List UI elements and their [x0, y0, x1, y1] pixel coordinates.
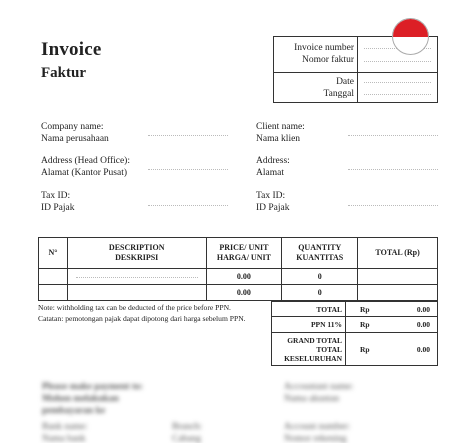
header-description	[67, 238, 206, 269]
date-label-id: Tanggal	[323, 89, 354, 99]
company-tax-label-id: ID Pajak	[41, 203, 75, 213]
client-address-label-en: Address:	[256, 156, 290, 166]
row-price-cell[interactable]: 0.00	[206, 269, 282, 285]
grand-total-label-3: KESELURUHAN	[284, 353, 342, 363]
date-field[interactable]	[357, 73, 437, 103]
client-tax-label-en: Tax ID:	[256, 191, 286, 201]
client-address-label	[256, 155, 290, 179]
table-row	[39, 285, 438, 301]
company-name-field[interactable]	[148, 135, 228, 136]
tax-note-id: Catatan: pemotongan pajak dapat dipotong dari harga sebelum PPN.	[38, 313, 246, 323]
items-header-row	[39, 238, 438, 269]
ppn-value-cell	[346, 317, 438, 333]
account-number-label-id: Nomor rekening	[284, 434, 347, 443]
ppn-label: PPN 11%	[272, 317, 346, 333]
branch-label-en: Branch:	[172, 422, 203, 432]
invoice-number-label-en: Invoice number	[294, 43, 354, 53]
row-total-cell[interactable]	[358, 285, 438, 301]
row-total-cell[interactable]	[358, 269, 438, 285]
grand-total-label-2: TOTAL	[316, 344, 342, 354]
header-quantity-en: QUANTITY	[298, 243, 342, 252]
company-address-label-en: Address (Head Office):	[41, 156, 130, 166]
tax-note-en: Note: withholding tax can be deducted of the price before PPN.	[38, 303, 231, 312]
row-price-cell[interactable]: 0.00	[206, 285, 282, 301]
payment-heading-id-1: Mohon melakukan	[42, 394, 119, 404]
branch-label	[172, 421, 202, 443]
date-label	[274, 73, 356, 103]
grand-total-amount: 0.00	[416, 345, 430, 354]
grand-total-label	[272, 333, 346, 366]
ppn-currency: Rp	[360, 320, 370, 329]
accountant-name-label	[284, 381, 353, 405]
header-description-en: DESCRIPTION	[108, 243, 165, 252]
invoice-number-label-id: Nomor faktur	[302, 55, 354, 65]
row-quantity-cell[interactable]: 0	[282, 269, 358, 285]
client-tax-label	[256, 190, 290, 214]
ppn-amount: 0.00	[416, 320, 430, 329]
table-row	[39, 269, 438, 285]
account-number-label-en: Account number:	[284, 422, 351, 432]
row-number-cell[interactable]	[39, 285, 68, 301]
company-name-label-id: Nama perusahaan	[41, 134, 109, 144]
bank-name-label	[42, 421, 88, 443]
accountant-name-label-id: Nama akuntan	[284, 394, 340, 404]
accountant-name-label-en: Accountant name:	[284, 382, 354, 392]
header-price-en: PRICE/ UNIT	[219, 243, 269, 252]
company-tax-label	[41, 190, 75, 214]
branch-label-id: Cabang	[172, 434, 202, 443]
total-row	[272, 302, 438, 317]
company-tax-field[interactable]	[148, 205, 228, 206]
payment-heading	[42, 381, 143, 417]
total-label: TOTAL	[272, 302, 346, 317]
invoice-number-label	[274, 37, 356, 72]
date-row	[274, 73, 437, 103]
row-number-cell[interactable]	[39, 269, 68, 285]
tax-note	[38, 303, 266, 324]
company-address-label-id: Alamat (Kantor Pusat)	[41, 168, 128, 178]
header-price-id: HARGA/ UNIT	[216, 253, 271, 262]
totals-table	[271, 301, 438, 366]
bank-name-label-en: Bank name:	[42, 422, 88, 432]
bank-name-label-id: Nama bank	[42, 434, 86, 443]
client-tax-label-id: ID Pajak	[256, 203, 290, 213]
grand-total-currency: Rp	[360, 345, 370, 354]
total-value-cell	[346, 302, 438, 317]
header-quantity	[282, 238, 358, 269]
client-address-label-id: Alamat	[256, 168, 284, 178]
client-name-field[interactable]	[348, 135, 438, 136]
client-name-label	[256, 121, 305, 145]
grand-total-row	[272, 333, 438, 366]
total-amount: 0.00	[416, 305, 430, 314]
header-price	[206, 238, 282, 269]
company-address-field[interactable]	[148, 169, 228, 170]
account-number-label	[284, 421, 350, 443]
row-quantity-cell[interactable]: 0	[282, 285, 358, 301]
total-currency: Rp	[360, 305, 370, 314]
grand-total-label-1: GRAND TOTAL	[287, 335, 342, 345]
invoice-subtitle: Faktur	[41, 65, 86, 81]
company-name-label-en: Company name:	[41, 122, 104, 132]
client-name-label-id: Nama klien	[256, 134, 301, 144]
payment-heading-id-2: pembayaran ke	[42, 406, 106, 416]
grand-total-value-cell	[346, 333, 438, 366]
ppn-row	[272, 317, 438, 333]
invoice-title: Invoice	[41, 39, 102, 60]
items-table	[38, 237, 438, 301]
row-description-cell[interactable]	[67, 285, 206, 301]
indonesia-flag-icon	[392, 18, 429, 55]
client-tax-field[interactable]	[348, 205, 438, 206]
row-description-cell[interactable]	[67, 269, 206, 285]
company-name-label	[41, 121, 109, 145]
client-name-label-en: Client name:	[256, 122, 305, 132]
client-address-field[interactable]	[348, 169, 438, 170]
date-label-en: Date	[336, 77, 354, 87]
company-tax-label-en: Tax ID:	[41, 191, 71, 201]
company-address-label	[41, 155, 130, 179]
header-number: N°	[39, 238, 68, 269]
header-total: TOTAL (Rp)	[358, 238, 438, 269]
payment-heading-en: Please make payment to:	[42, 382, 144, 392]
header-quantity-id: KUANTITAS	[296, 253, 344, 262]
header-description-id: DESKRIPSI	[115, 253, 159, 262]
